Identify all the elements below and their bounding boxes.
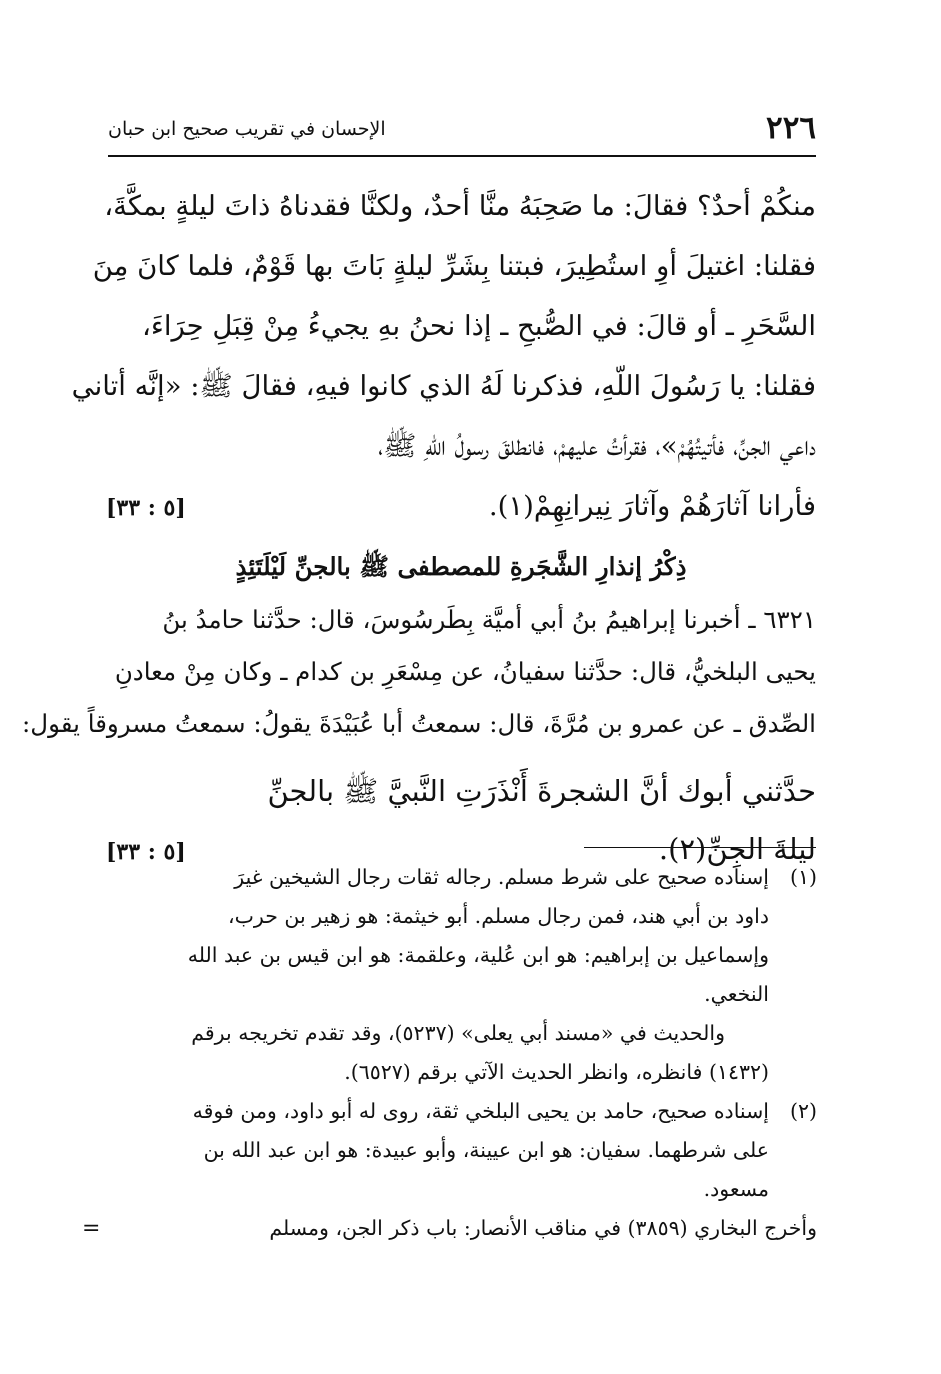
footnote-text: والحديث في «مسند أبي يعلى» (٥٢٣٧)، وقد تقدم تخريجه برقم: [191, 1021, 725, 1045]
reference-tag: [٥ : ٣٣]: [106, 495, 186, 521]
footnote-rule: [584, 847, 816, 848]
hadith-text-line: حدَّثني أبوك أنَّ الشجرةَ أَنْذَرَتِ النَّبيَّ ﷺ بالجنِّ: [267, 774, 816, 808]
text-line: داعي الجنِّ، فأتيتُهُمْ»، فقرأتُ عليهمْ، فانطلقَ رسولُ اللّهِ ﷺ،: [377, 430, 816, 462]
header-rule: [108, 155, 816, 157]
hadith-line: يحيى البلخيُّ، قال: حدَّثنا سفيانُ، عن مِسْعَرِ بن كدام ـ وكان مِنْ معادنِ: [114, 657, 816, 686]
footnote-line: [112, 1131, 817, 1170]
footnote-line: [112, 1014, 817, 1053]
footnote-number: (١): [789, 865, 817, 889]
footnotes: [82, 858, 817, 1248]
text-line-content: فأرانا آثارَهُمْ وآثارَ نِيرانِهِمْ(١).: [488, 490, 816, 522]
page-number: ٢٢٦: [766, 110, 816, 146]
footnote-line: [112, 858, 817, 897]
section-heading: ذِكْرُ إنذارِ الشَّجَرةِ للمصطفى ﷺ بالجنِّ لَيْلَتَئِذٍ: [235, 552, 687, 581]
footnote-text: وإسماعيل بن إبراهيم: هو ابن عُلية، وعلقمة: هو ابن قيس بن عبد الله: [187, 943, 769, 967]
text-line: [106, 476, 816, 536]
hadith-text-content: ليلةَ الجِنِّ(٢).: [658, 832, 816, 866]
footnote-text: على شرطهما. سفيان: هو ابن عيينة، وأبو عبيدة: هو ابن عبد الله بن: [203, 1138, 769, 1162]
footnote-line: [112, 936, 817, 975]
footnote-line: [112, 1092, 817, 1131]
footnote-line: [112, 975, 817, 1014]
text-line: فقلنا: يا رَسُولَ اللّهِ، فذكرنا لَهُ الذي كانوا فيهِ، فقالَ ﷺ: «إنَّه أتاني: [71, 370, 816, 402]
footnote-line: [112, 897, 817, 936]
footnote-text: وأخرج البخاري (٣٨٥٩) في مناقب الأنصار: باب ذكر الجن، ومسلم: [269, 1216, 817, 1240]
reference-tag: [٥ : ٣٣]: [106, 839, 186, 865]
hadith-line: الصِّدق ـ عن عمرو بن مُرَّةَ، قال: سمعتُ أبا عُبَيْدَةَ يقولُ: سمعتُ مسروقاً يقول:: [22, 709, 816, 738]
text-line: منكُمْ أحدٌ؟ فقالَ: ما صَحِبَهُ منَّا أحدٌ، ولكنَّا فقدناهُ ذاتَ ليلةٍ بمكَّةَ،: [104, 190, 816, 222]
footnote-number: (٢): [789, 1099, 817, 1123]
footnote-text: مسعود.: [703, 1177, 769, 1201]
footnote-line: [112, 1053, 817, 1092]
main-text: [22, 176, 816, 878]
footnote-line: [112, 1170, 817, 1209]
page-header: [108, 110, 816, 154]
footnote-text: (١٤٣٢) فانظره، وانظر الحديث الآتي برقم (٦٥٢٧).: [344, 1060, 769, 1084]
hadith-line: ٦٣٢١ ـ أخبرنا إبراهيمُ بنُ أبي أميَّة بِطَرسُوسَ، قال: حدَّثنا حامدُ بنُ: [162, 605, 816, 634]
footnote-line: [82, 1209, 817, 1248]
running-title: الإحسان في تقريب صحيح ابن حبان: [108, 118, 386, 140]
text-line: السَّحَرِ ـ أو قالَ: في الصُّبحِ ـ إذا نحنُ بهِ يجيءُ مِنْ قِبَلِ حِرَاءَ،: [142, 310, 816, 342]
footnote-text: داود بن أبي هند، فمن رجال مسلم. أبو خيثمة: هو زهير بن حرب،: [227, 904, 769, 928]
footnote-text: النخعي.: [704, 982, 769, 1006]
text-line: فقلنا: اغتيلَ أوِ استُطِيرَ، فبتنا بِشَرِّ ليلةٍ بَاتَ بها قَوْمٌ، فلما كانَ مِنَ: [92, 250, 816, 282]
footnote-text: إسناده صحيح، حامد بن يحيى البلخي ثقة، روى له أبو داود، ومن فوقه: [192, 1099, 769, 1123]
footnote-text: إسناده صحيح على شرط مسلم. رجاله ثقات رجال الشيخين غيرَ: [234, 865, 769, 889]
continuation-mark: =: [82, 1216, 101, 1241]
